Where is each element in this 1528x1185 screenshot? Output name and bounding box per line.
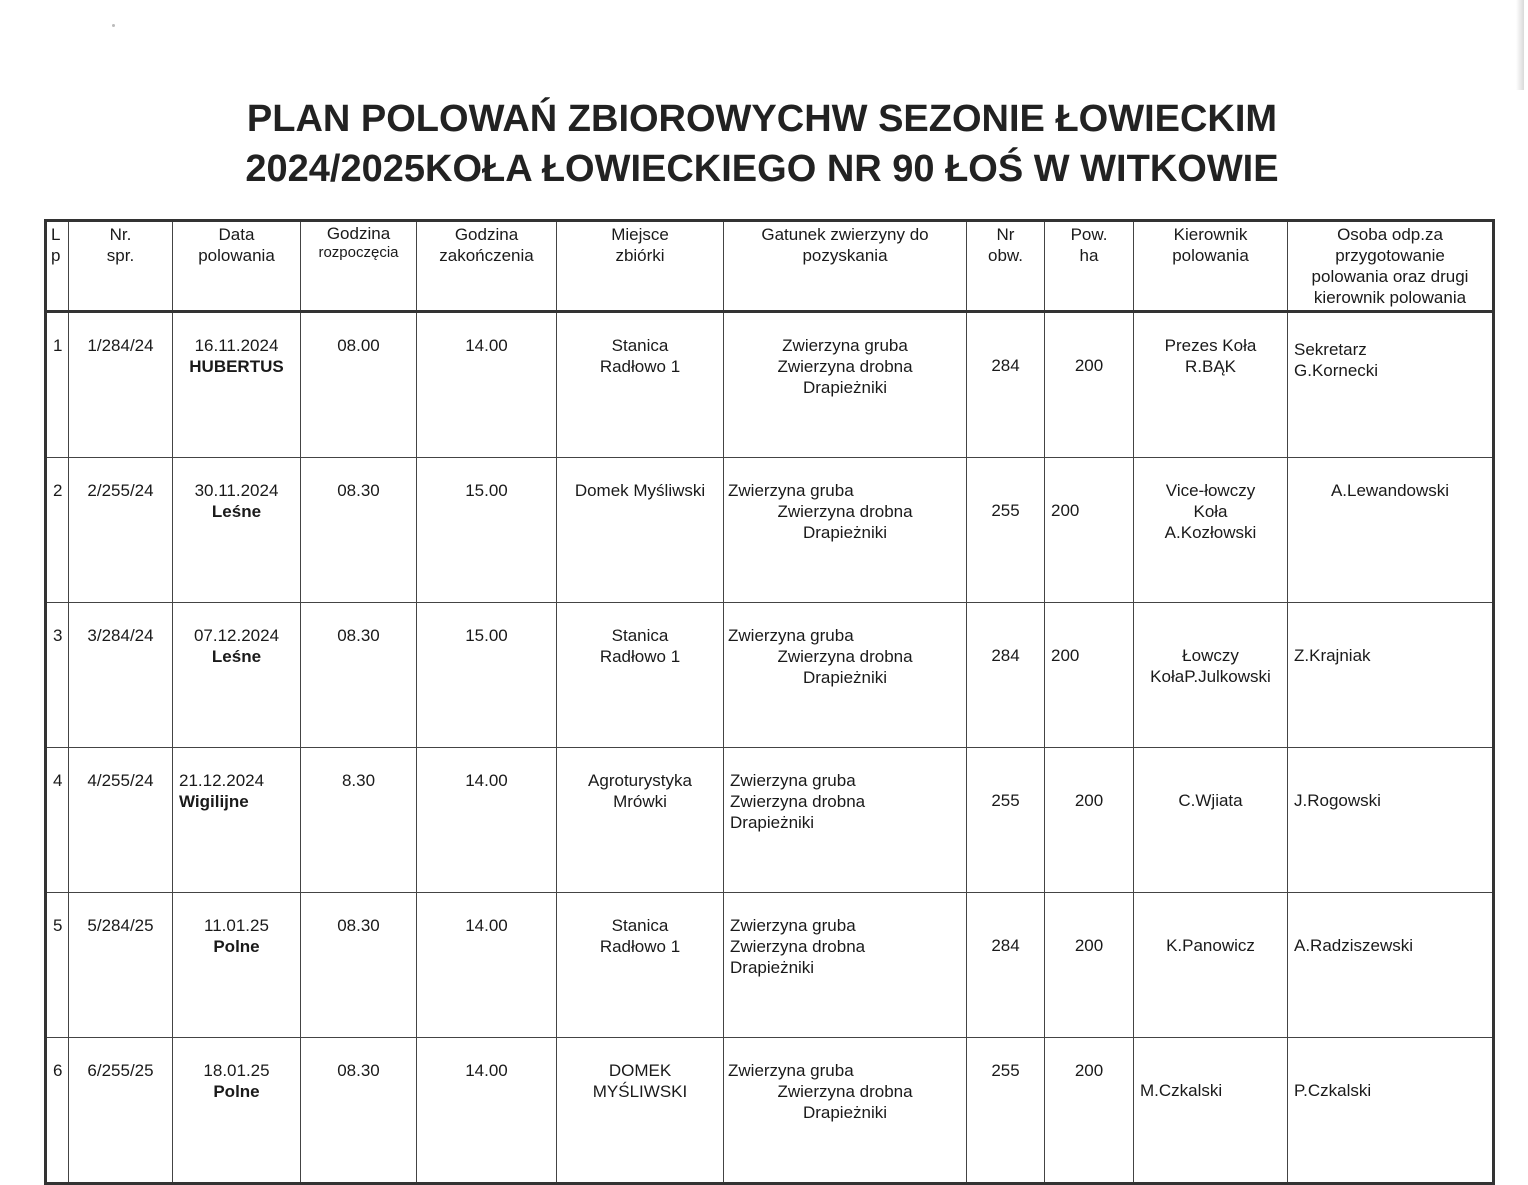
cell-nr: 4/255/24: [69, 748, 173, 893]
cell-place: Stanica Radłowo 1: [557, 893, 724, 1038]
cell-leader: Prezes Koła R.BĄK: [1134, 312, 1288, 458]
cell-start: 08.30: [301, 1038, 417, 1184]
cell-nr: 5/284/25: [69, 893, 173, 1038]
cell-nr: 1/284/24: [69, 312, 173, 458]
cell-game: Zwierzyna gruba Zwierzyna drobna Drapieżniki: [724, 603, 967, 748]
cell-pow: 200: [1045, 1038, 1134, 1184]
cell-game: Zwierzyna gruba Zwierzyna drobna Drapieżniki: [724, 458, 967, 603]
cell-game: Zwierzyna gruba Zwierzyna drobna Drapieżniki: [724, 312, 967, 458]
cell-end: 14.00: [417, 312, 557, 458]
scan-dot: [112, 24, 115, 27]
table-row: [46, 458, 1494, 603]
cell-end: 15.00: [417, 603, 557, 748]
cell-date: 30.11.2024 Leśne: [173, 458, 301, 603]
header-lp: L p: [46, 221, 69, 312]
cell-place: DOMEK MYŚLIWSKI: [557, 1038, 724, 1184]
header-pow: Pow. ha: [1045, 221, 1134, 312]
cell-obw: 255: [967, 458, 1045, 603]
cell-pow: 200: [1045, 312, 1134, 458]
header-end: Godzina zakończenia: [417, 221, 557, 312]
cell-end: 14.00: [417, 893, 557, 1038]
cell-start: 08.30: [301, 603, 417, 748]
cell-nr: 3/284/24: [69, 603, 173, 748]
cell-person: A.Lewandowski: [1288, 458, 1494, 603]
cell-start: 8.30: [301, 748, 417, 893]
header-nr: Nr. spr.: [69, 221, 173, 312]
cell-game: Zwierzyna gruba Zwierzyna drobna Drapieżniki: [724, 748, 967, 893]
cell-pow: 200: [1045, 603, 1134, 748]
cell-obw: 284: [967, 312, 1045, 458]
header-place: Miejsce zbiórki: [557, 221, 724, 312]
cell-person: Z.Krajniak: [1288, 603, 1494, 748]
cell-date: 18.01.25 Polne: [173, 1038, 301, 1184]
table-row: [46, 312, 1494, 458]
cell-person: J.Rogowski: [1288, 748, 1494, 893]
cell-game: Zwierzyna gruba Zwierzyna drobna Drapieżniki: [724, 1038, 967, 1184]
cell-lp: 1: [46, 312, 69, 458]
cell-obw: 255: [967, 1038, 1045, 1184]
cell-end: 14.00: [417, 1038, 557, 1184]
cell-lp: 3: [46, 603, 69, 748]
cell-lp: 2: [46, 458, 69, 603]
cell-lp: 4: [46, 748, 69, 893]
cell-place: Domek Myśliwski: [557, 458, 724, 603]
cell-end: 14.00: [417, 748, 557, 893]
header-game: Gatunek zwierzyny do pozyskania: [724, 221, 967, 312]
table-row: [46, 893, 1494, 1038]
cell-leader: K.Panowicz: [1134, 893, 1288, 1038]
cell-date: 16.11.2024 HUBERTUS: [173, 312, 301, 458]
cell-place: Stanica Radłowo 1: [557, 312, 724, 458]
cell-start: 08.30: [301, 458, 417, 603]
cell-nr: 2/255/24: [69, 458, 173, 603]
title-line-2: 2024/2025KOŁA ŁOWIECKIEGO NR 90 ŁOŚ W WITKOWIE: [245, 148, 1279, 190]
cell-pow: 200: [1045, 748, 1134, 893]
cell-date: 11.01.25 Polne: [173, 893, 301, 1038]
cell-person: Sekretarz G.Kornecki: [1288, 312, 1494, 458]
cell-pow: 200: [1045, 458, 1134, 603]
cell-person: P.Czkalski: [1288, 1038, 1494, 1184]
scan-edge: [1516, 0, 1524, 90]
table-row: [46, 603, 1494, 748]
cell-end: 15.00: [417, 458, 557, 603]
table-row: [46, 748, 1494, 893]
cell-obw: 284: [967, 603, 1045, 748]
table-row: [46, 1038, 1494, 1184]
cell-nr: 6/255/25: [69, 1038, 173, 1184]
cell-person: A.Radziszewski: [1288, 893, 1494, 1038]
cell-start: 08.30: [301, 893, 417, 1038]
title-line-1: PLAN POLOWAŃ ZBIOROWYCHW SEZONIE ŁOWIECKIM: [246, 98, 1278, 140]
cell-leader: Łowczy KołaP.Julkowski: [1134, 603, 1288, 748]
cell-lp: 6: [46, 1038, 69, 1184]
cell-leader: M.Czkalski: [1134, 1038, 1288, 1184]
header-obw: Nr obw.: [967, 221, 1045, 312]
cell-start: 08.00: [301, 312, 417, 458]
cell-date: 07.12.2024 Leśne: [173, 603, 301, 748]
cell-leader: Vice-łowczy Koła A.Kozłowski: [1134, 458, 1288, 603]
cell-obw: 255: [967, 748, 1045, 893]
header-leader: Kierownik polowania: [1134, 221, 1288, 312]
header-date: Data polowania: [173, 221, 301, 312]
header-row: [46, 221, 1494, 312]
document-title: [0, 94, 1528, 194]
cell-date: 21.12.2024 Wigilijne: [173, 748, 301, 893]
header-person: Osoba odp.za przygotowanie polowania oraz drugi kierownik polowania: [1288, 221, 1494, 312]
cell-place: Agroturystyka Mrówki: [557, 748, 724, 893]
header-start: Godzina rozpoczęcia: [301, 221, 417, 312]
hunting-plan-table: [44, 219, 1495, 1185]
cell-leader: C.Wjiata: [1134, 748, 1288, 893]
cell-obw: 284: [967, 893, 1045, 1038]
cell-place: Stanica Radłowo 1: [557, 603, 724, 748]
cell-game: Zwierzyna gruba Zwierzyna drobna Drapieżniki: [724, 893, 967, 1038]
cell-pow: 200: [1045, 893, 1134, 1038]
cell-lp: 5: [46, 893, 69, 1038]
